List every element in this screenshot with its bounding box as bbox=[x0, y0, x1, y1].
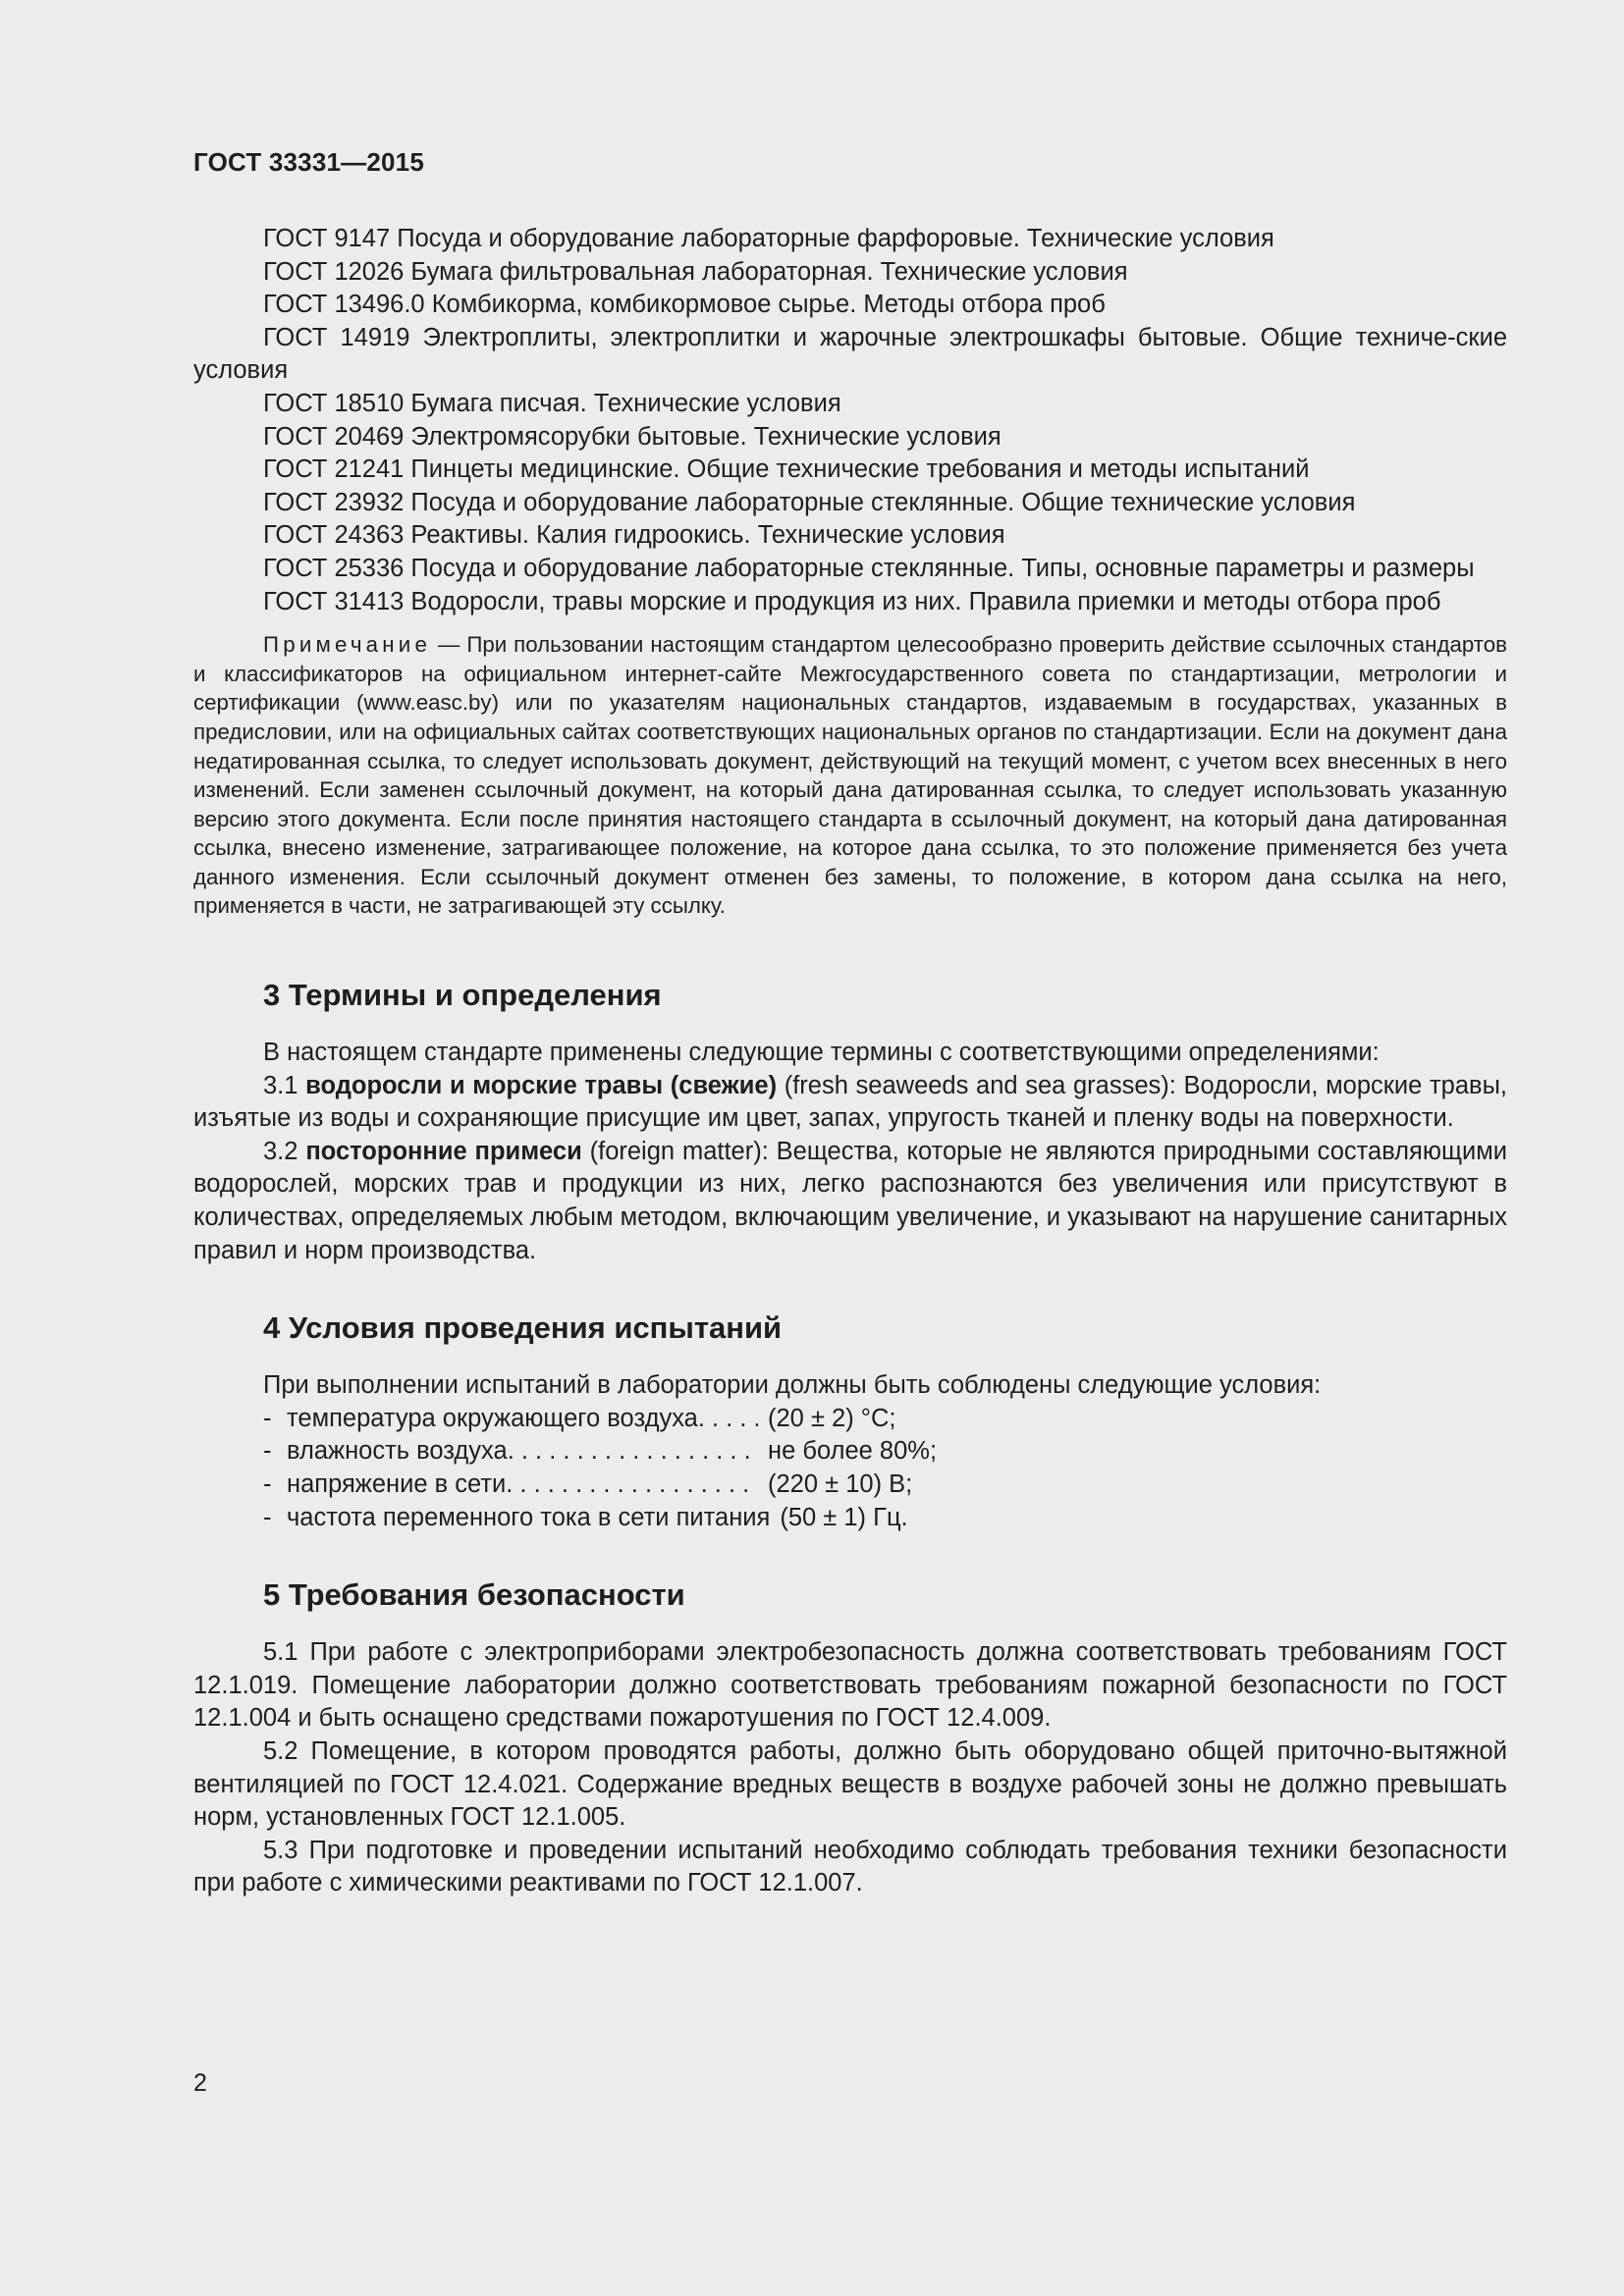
condition-row bbox=[193, 1403, 1121, 1436]
condition-row bbox=[193, 1435, 1121, 1468]
reference-item: ГОСТ 14919 Электроплиты, электроплитки и жарочные электрошкафы бытовые. Общие техниче-ские условия bbox=[193, 323, 1507, 385]
note-paragraph bbox=[193, 630, 1507, 921]
condition-value: (20 ± 2) °С; bbox=[768, 1404, 896, 1432]
reference-item: ГОСТ 24363 Реактивы. Калия гидроокись. Технические условия bbox=[263, 521, 1005, 550]
list-dash: - bbox=[263, 1404, 272, 1432]
term-name: водоросли и морские травы (свежие) bbox=[305, 1071, 778, 1099]
condition-value: не более 80%; bbox=[768, 1437, 938, 1466]
section-4-intro: При выполнении испытаний в лаборатории должны быть соблюдены следующие условия: bbox=[263, 1371, 1322, 1400]
leader-dots bbox=[508, 1435, 758, 1468]
reference-item: ГОСТ 25336 Посуда и оборудование лабораторные стеклянные. Типы, основные параметры и размеры bbox=[263, 554, 1475, 582]
reference-item: ГОСТ 31413 Водоросли, травы морские и продукция из них. Правила приемки и методы отбора проб bbox=[263, 587, 1441, 615]
note-text: — При пользовании настоящим стандартом целесообразно проверить действие ссылочных стандартов и классификаторов на официальном интернет-сайте Межгосударственного совета по стандартизации, метрологии и сертификации (www.easc.by) или по указателям национальных стандартов, издаваемым в государствах, указанных в предисловии, или на официальных сайтах соответствующих национальных органов по стандартизации. Если на документ дана недатированная ссылка, то следует использовать документ, действующий на текущий момент, с учетом всех внесенных в него изменений. Если заменен ссылочный документ, на который дана датированная ссылка, то следует использовать указанную версию этого документа. Если после принятия настоящего стандарта в ссылочный документ, на который дана датированная ссылка, внесено изменение, затрагивающее положение, на которое дана ссылка, то это положение применяется без учета данного изменения. Если ссылочный документ отменен без замены, то положение, в котором дана ссылка на него, применяется в части, не затрагивающей эту ссылку. bbox=[193, 632, 1507, 919]
section-3-title: 3 Термины и определения bbox=[263, 978, 662, 1013]
term-definition: (foreign matter): Вещества, которые не являются природными составляющими водорослей, морских трав и продукции из них, легко распознаются без увеличения или присутствуют в количествах, определяемых любым методом, включающим увеличение, и указывают на нарушение санитарных правил и норм производства. bbox=[193, 1137, 1507, 1264]
condition-label: частота переменного тока в сети питания bbox=[287, 1503, 771, 1531]
conditions-list bbox=[193, 1403, 1121, 1534]
document-header: ГОСТ 33331—2015 bbox=[193, 147, 424, 177]
condition-label: напряжение в сети bbox=[287, 1470, 507, 1498]
condition-row bbox=[193, 1468, 1121, 1502]
reference-item: ГОСТ 13496.0 Комбикорма, комбикормовое сырье. Методы отбора проб bbox=[263, 291, 1106, 319]
condition-label: влажность воздуха bbox=[287, 1437, 508, 1466]
list-dash: - bbox=[263, 1470, 272, 1498]
references-list bbox=[193, 223, 1507, 618]
condition-row bbox=[193, 1502, 1121, 1535]
leader-dots bbox=[698, 1403, 758, 1436]
term-definition: (fresh seaweeds and sea grasses): Водоросли, морские травы, изъятые из воды и сохраняющие присущие им цвет, запах, упругость тканей и пленку воды на поверхности. bbox=[193, 1071, 1508, 1133]
list-dash: - bbox=[263, 1503, 272, 1531]
condition-value: (50 ± 1) Гц. bbox=[780, 1503, 908, 1531]
note-label: Примечание bbox=[263, 632, 432, 658]
reference-item: ГОСТ 12026 Бумага фильтровальная лабораторная. Технические условия bbox=[263, 257, 1128, 286]
condition-label: температура окружающего воздуха bbox=[287, 1404, 698, 1432]
reference-item: ГОСТ 21241 Пинцеты медицинские. Общие технические требования и методы испытаний bbox=[263, 455, 1310, 484]
reference-item: ГОСТ 23932 Посуда и оборудование лабораторные стеклянные. Общие технические условия bbox=[263, 488, 1356, 516]
safety-paragraph-5-3: 5.3 При подготовке и проведении испытаний необходимо соблюдать требования техники безопасности при работе с химическими реактивами по ГОСТ 12.1.007. bbox=[193, 1836, 1507, 1897]
list-dash: - bbox=[263, 1437, 272, 1466]
term-number: 3.1 bbox=[263, 1071, 306, 1099]
condition-value: (220 ± 10) В; bbox=[768, 1470, 913, 1498]
page-number: 2 bbox=[193, 2069, 207, 2097]
term-3-2 bbox=[193, 1136, 1507, 1267]
term-3-1 bbox=[193, 1070, 1507, 1136]
section-4-title: 4 Условия проведения испытаний bbox=[263, 1310, 783, 1346]
reference-item: ГОСТ 18510 Бумага писчая. Технические условия bbox=[263, 389, 841, 417]
term-number: 3.2 bbox=[263, 1137, 306, 1165]
safety-paragraph-5-2: 5.2 Помещение, в котором проводятся работы, должно быть оборудовано общей приточно-вытяжной вентиляцией по ГОСТ 12.4.021. Содержание вредных веществ в воздухе рабочей зоны не должно превышать норм, установленных ГОСТ 12.1.005. bbox=[193, 1736, 1507, 1832]
safety-paragraph-5-1: 5.1 При работе с электроприборами электробезопасность должна соответствовать требованиям ГОСТ 12.1.019. Помещение лаборатории должно соответствовать требованиям пожарной безопасности по ГОСТ 12.1.004 и быть оснащено средствами пожаротушения по ГОСТ 12.4.009. bbox=[193, 1638, 1507, 1733]
document-body bbox=[193, 223, 1507, 1900]
leader-dots bbox=[506, 1468, 758, 1502]
reference-item: ГОСТ 9147 Посуда и оборудование лабораторные фарфоровые. Технические условия bbox=[263, 225, 1274, 252]
section-3-intro: В настоящем стандарте применены следующие термины с соответствующими определениями: bbox=[263, 1039, 1380, 1067]
section-5-title: 5 Требования безопасности bbox=[263, 1577, 685, 1613]
term-name: посторонние примеси bbox=[305, 1137, 582, 1165]
reference-item: ГОСТ 20469 Электромясорубки бытовые. Технические условия bbox=[263, 422, 1001, 451]
